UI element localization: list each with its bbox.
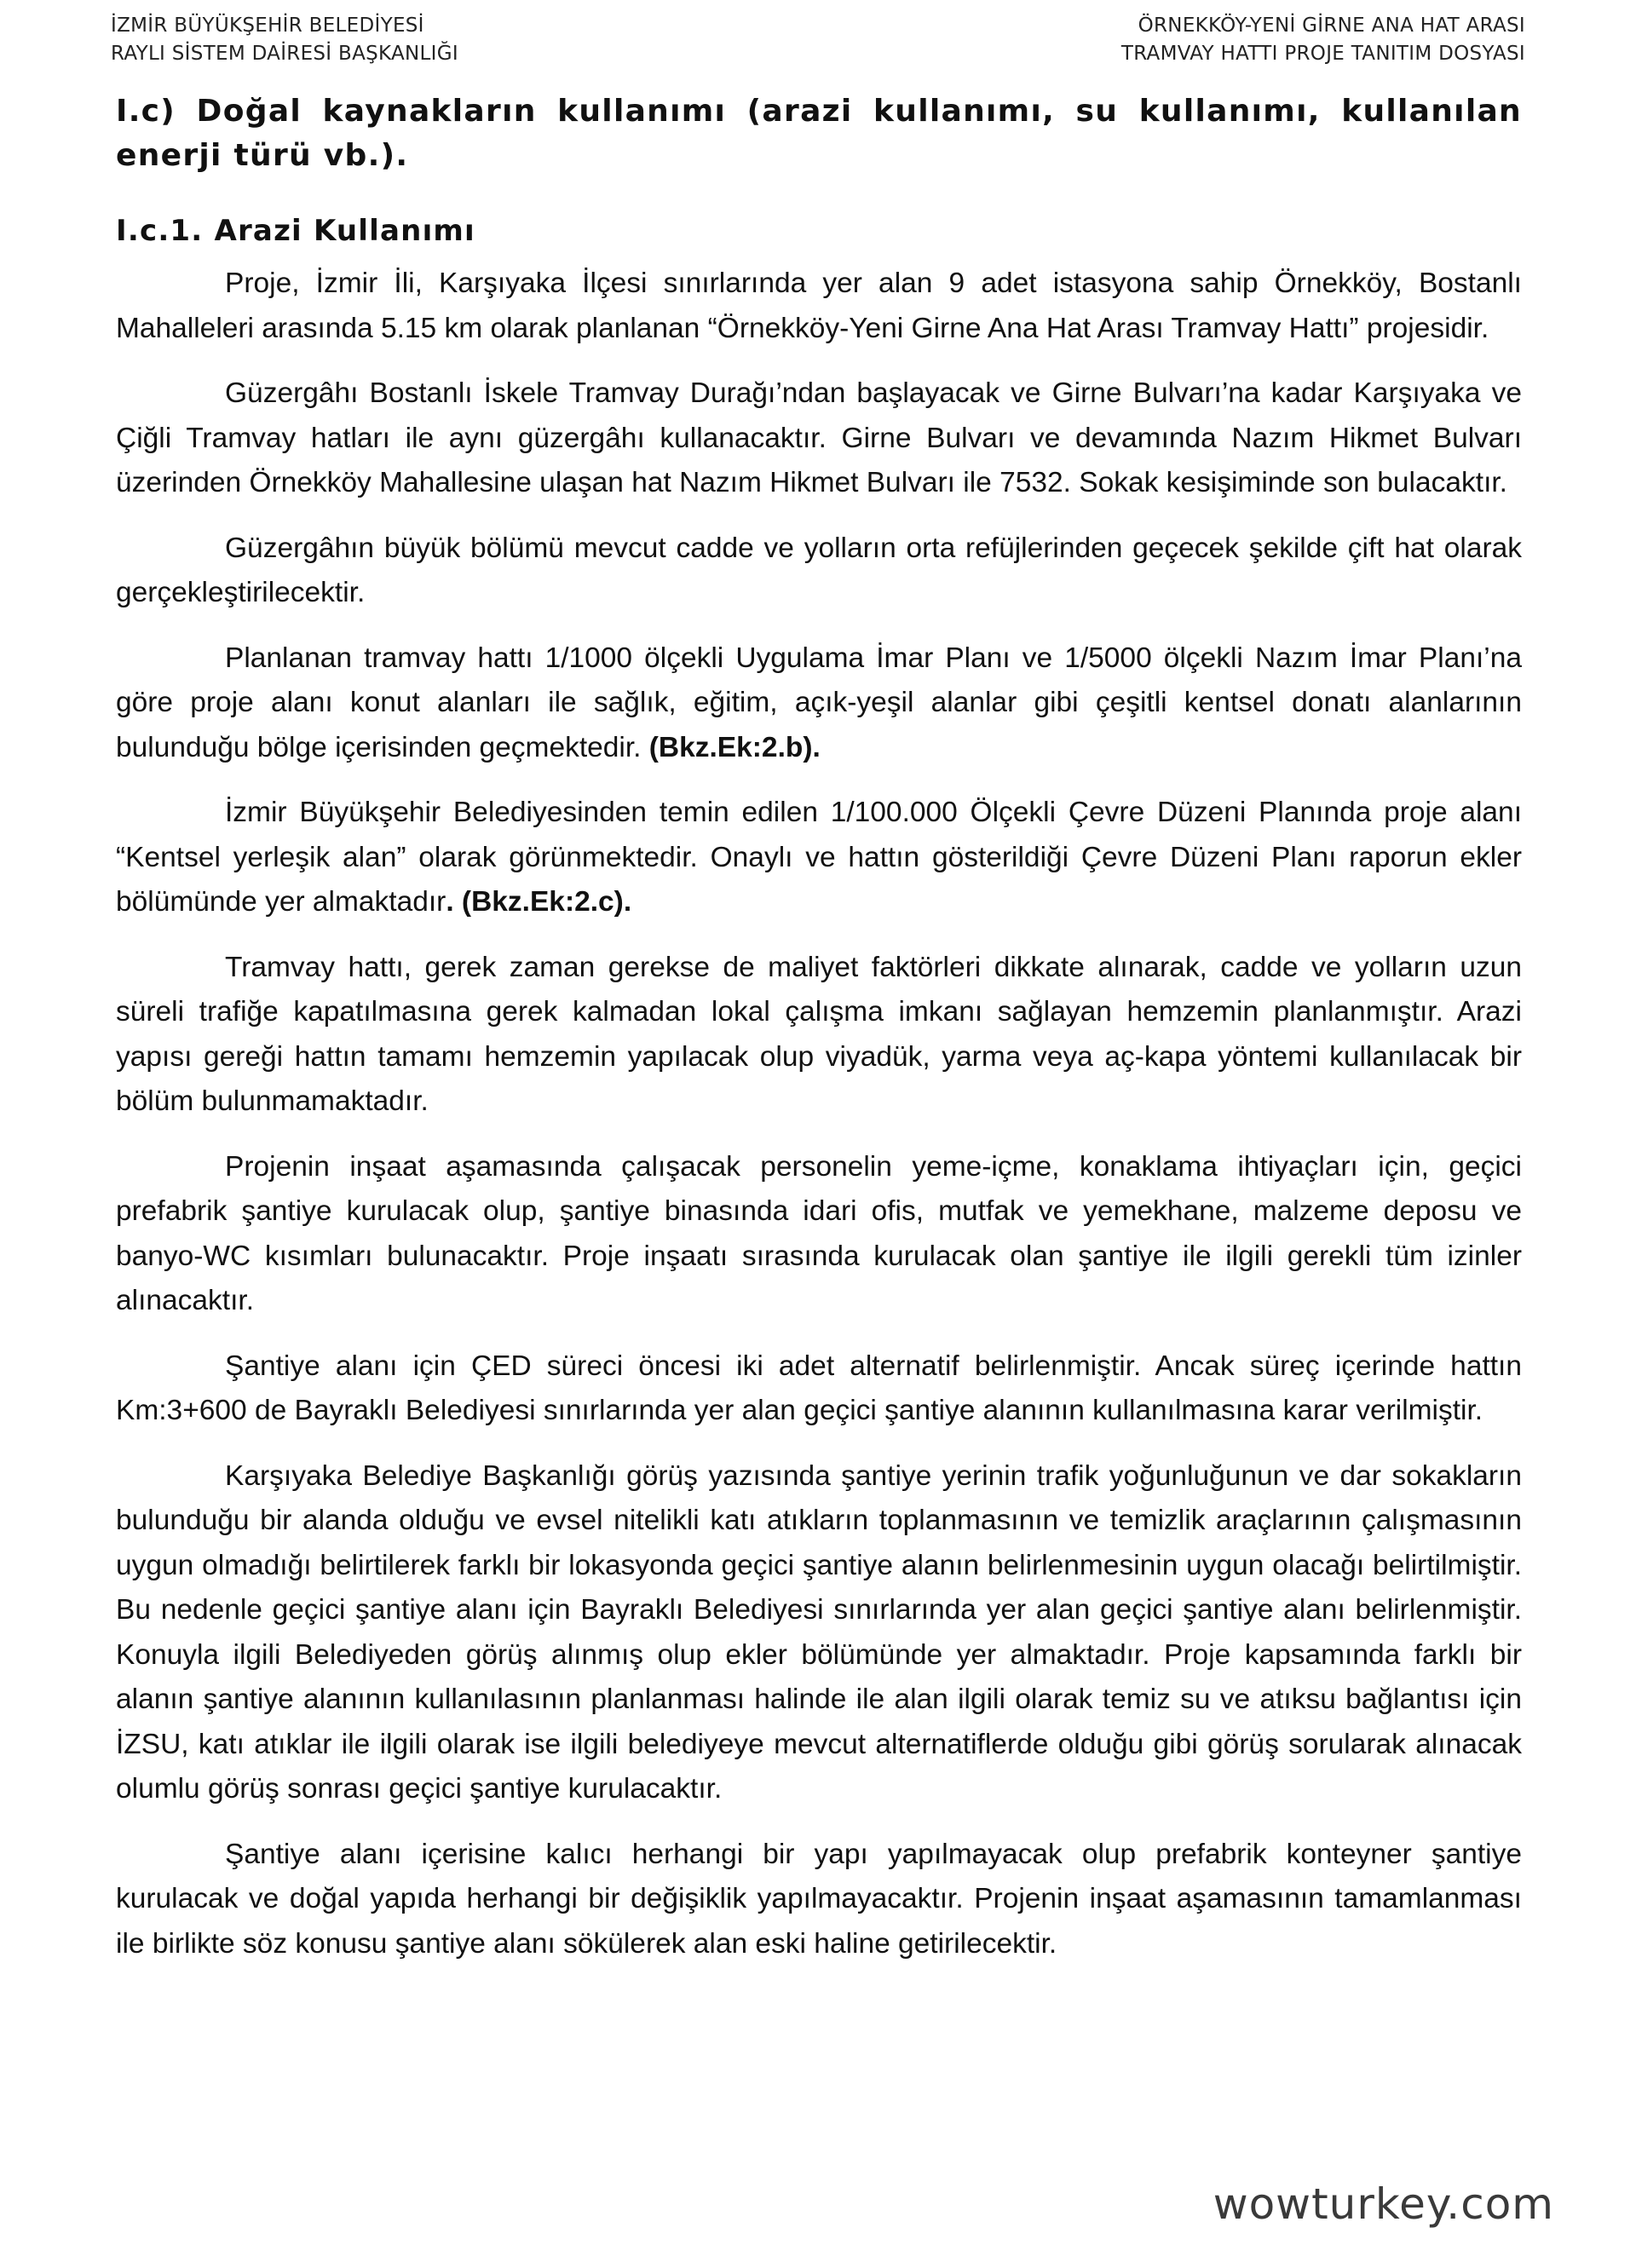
paragraph-4 bbox=[116, 636, 1522, 771]
header-document-type: TRAMVAY HATTI PROJE TANITIM DOSYASI bbox=[1120, 43, 1525, 65]
paragraph-4-reference: (Bkz.Ek:2.b). bbox=[648, 731, 821, 763]
page-header bbox=[111, 12, 1525, 72]
document-body bbox=[116, 89, 1522, 1987]
header-organization: İZMİR BÜYÜKŞEHİR BELEDİYESİ bbox=[111, 14, 424, 37]
paragraph-4-text: Planlanan tramvay hattı 1/1000 ölçekli Uygulama İmar Planı ve 1/5000 ölçekli Nazım İmar Planı’na göre proje alanı konut alanları ile sağlık, eğitim, açık-yeşil alanlar gibi çeşitli kentsel donatı alanlarının bulunduğu bölge içerisinden geçmektedir. bbox=[116, 642, 1522, 763]
paragraph-6: Tramvay hattı, gerek zaman gerekse de maliyet faktörleri dikkate alınarak, cadde ve yolların uzun süreli trafiğe kapatılmasına gerek kalmadan lokal çalışma imkanı sağlayan hemzemin planlanmıştır. Arazi yapısı gereği hattın tamamı hemzemin yapılacak olup viyadük, yarma veya aç-kapa yöntemi kullanılacak bir bölüm bulunmamaktadır. bbox=[116, 951, 1522, 1117]
paragraph-5-reference: . (Bkz.Ek:2.c). bbox=[446, 886, 632, 918]
header-project-name: ÖRNEKKÖY-YENİ GİRNE ANA HAT ARASI bbox=[1138, 14, 1525, 37]
subsection-title: I.c.1. Arazi Kullanımı bbox=[116, 214, 475, 248]
paragraph-5-text: İzmir Büyükşehir Belediyesinden temin edilen 1/100.000 Ölçekli Çevre Düzeni Planında proje alanı “Kentsel yerleşik alan” olarak görünmektedir. Onaylı ve hattın gösterildiği Çevre Düzeni Planı raporun ekler bölümünde yer almaktadır bbox=[116, 797, 1522, 918]
paragraph-10: Şantiye alanı içerisine kalıcı herhangi bir yapı yapılmayacak olup prefabrik konteyner şantiye kurulacak ve doğal yapıda herhangi bir değişiklik yapılmayacaktır. Projenin inşaat aşamasının tamamlanması ile birlikte söz konusu şantiye alanı sökülerek alan eski haline getirilecektir. bbox=[116, 1838, 1522, 1960]
section-title: I.c) Doğal kaynakların kullanımı (arazi kullanımı, su kullanımı, kullanılan enerji türü vb.). bbox=[116, 94, 1522, 173]
paragraph-8: Şantiye alanı için ÇED süreci öncesi iki adet alternatif belirlenmiştir. Ancak süreç içerinde hattın Km:3+600 de Bayraklı Belediyesi sınırlarında yer alan geçici şantiye alanının kullanılmasına karar verilmiştir. bbox=[116, 1350, 1522, 1426]
paragraph-2: Güzergâhı Bostanlı İskele Tramvay Durağı’ndan başlayacak ve Girne Bulvarı’na kadar Karşıyaka ve Çiğli Tramvay hatları ile aynı güzergâhı kullanacaktır. Girne Bulvarı ve devamında Nazım Hikmet Bulvarı üzerinden Örnekköy Mahallesine ulaşan hat Nazım Hikmet Bulvarı ile 7532. Sokak kesişiminde son bulacaktır. bbox=[116, 377, 1522, 498]
header-department: RAYLI SİSTEM DAİRESİ BAŞKANLIĞI bbox=[111, 43, 458, 65]
paragraph-5 bbox=[116, 791, 1522, 925]
paragraph-3: Güzergâhın büyük bölümü mevcut cadde ve yolların orta refüjlerinden geçecek şekilde çift hat olarak gerçekleştirilecektir. bbox=[116, 532, 1522, 608]
paragraph-1: Proje, İzmir İli, Karşıyaka İlçesi sınırlarında yer alan 9 adet istasyona sahip Örnekköy, Bostanlı Mahalleleri arasında 5.15 km olarak planlanan “Örnekköy-Yeni Girne Ana Hat Arası Tramvay Hattı” projesidir. bbox=[116, 268, 1522, 344]
paragraph-7: Projenin inşaat aşamasında çalışacak personelin yeme-içme, konaklama ihtiyaçları için, geçici prefabrik şantiye kurulacak olup, şantiye binasında idari ofis, mutfak ve yemekhane, malzeme deposu ve banyo-WC kısımları bulunacaktır. Proje inşaatı sırasında kurulacak olan şantiye ile ilgili gerekli tüm izinler alınacaktır. bbox=[116, 1150, 1522, 1316]
watermark: wowturkey.com bbox=[1179, 2178, 1566, 2234]
header-left bbox=[111, 12, 458, 68]
paragraph-9: Karşıyaka Belediye Başkanlığı görüş yazısında şantiye yerinin trafik yoğunluğunun ve dar sokakların bulunduğu bir alanda olduğu ve evsel nitelikli katı atıkların toplanmasının ve temizlik araçlarının çalışmasının uygun olmadığı belirtilerek farklı bir lokasyonda geçici şantiye alanın belirlenmesinin uygun olacağı belirtilmiştir. Bu nedenle geçici şantiye alanı için Bayraklı Belediyesi sınırlarında yer alan geçici şantiye alanı belirlenmiştir. Konuyla ilgili Belediyeden görüş alınmış olup ekler bölümünde yer almaktadır. Proje kapsamında farklı bir alanın şantiye alanının kullanılasının planlanması halinde ile alan ilgili olarak temiz su ve atıksu bağlantısı için İZSU, katı atıklar ile ilgili olarak ise ilgili belediyeye mevcut alternatiflerde olduğu gibi görüş sorularak alınacak olumlu görüş sonrası geçici şantiye kurulacaktır. bbox=[116, 1459, 1522, 1805]
header-right bbox=[1121, 12, 1525, 68]
